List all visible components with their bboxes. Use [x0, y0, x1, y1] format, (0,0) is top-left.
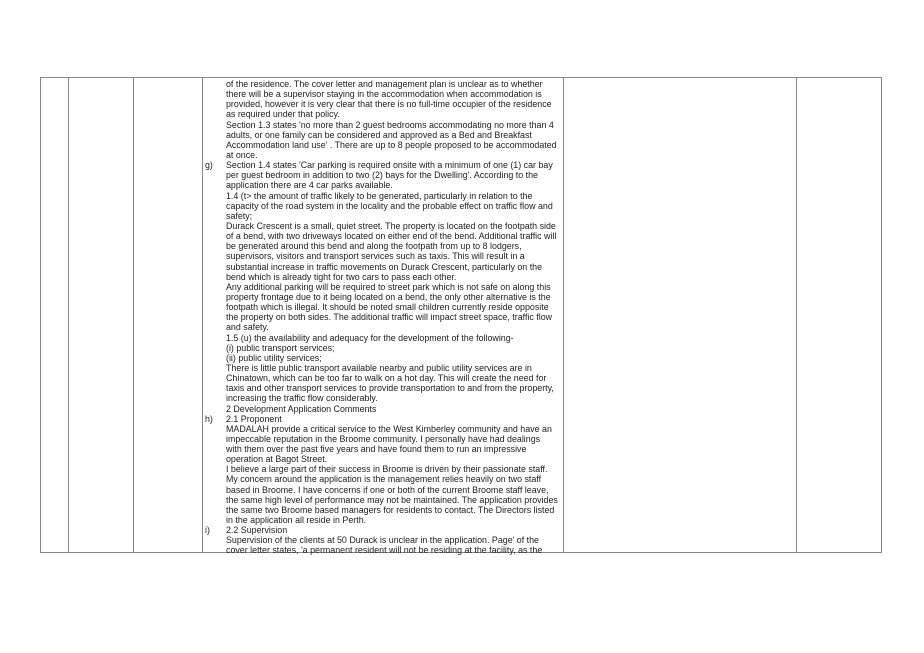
text-line [205, 515, 560, 525]
text-line [205, 545, 560, 555]
line-text: There is little public transport available nearby and public utility services are in [226, 362, 532, 373]
line-text: the same high level of performance may not be maintained. The application provides [226, 494, 558, 505]
line-text: operation at Bagot Street. [226, 454, 328, 465]
text-line [205, 150, 560, 160]
column-divider [202, 78, 203, 552]
text-line [205, 373, 560, 383]
text-line [205, 444, 560, 454]
text-line [205, 292, 560, 302]
line-text: (ii) public utility services; [226, 352, 322, 363]
line-text: supervisors, visitors and transport services such as taxis. This will result in a [226, 251, 525, 262]
text-line [205, 251, 560, 261]
text-line [205, 343, 560, 353]
line-text: 2 Development Application Comments [226, 403, 377, 414]
line-text: application there are 4 car parks available. [226, 180, 393, 191]
column-divider [68, 78, 69, 552]
line-text: cover letter states, 'a permanent resident will not be residing at the facility, as the [226, 545, 543, 556]
line-text: Chinatown, which can be too far to walk on a hot day. This will create the need for [226, 373, 547, 384]
line-text: property frontage due to it being located on a bend, the only other alternative is the [226, 291, 551, 302]
line-text: adults, or one family can be considered and approved as a Bed and Breakfast [226, 129, 532, 140]
text-line [205, 322, 560, 332]
line-text: increasing the traffic flow considerably. [226, 393, 378, 404]
column-divider [796, 78, 797, 552]
text-line [205, 485, 560, 495]
text-line [205, 109, 560, 119]
text-line [205, 312, 560, 322]
line-text: 2.1 Proponent [226, 413, 282, 424]
line-text: bend which is already tight for two cars to pass each other. [226, 271, 457, 282]
line-text: safety; [226, 210, 253, 221]
text-line [205, 211, 560, 221]
line-text: substantial increase in traffic movements on Durack Crescent, particularly on the [226, 261, 543, 272]
line-text: Durack Crescent is a small, quiet street. The property is located on the footpath side [226, 220, 556, 231]
text-line [205, 383, 560, 393]
text-line [205, 140, 560, 150]
line-text: at once. [226, 149, 258, 160]
text-line [205, 201, 560, 211]
column-divider [563, 78, 564, 552]
text-line [205, 89, 560, 99]
line-text: the property on both sides. The additional traffic will impact street space, traffic flow [226, 312, 553, 323]
item-marker: g) [205, 160, 213, 171]
text-line [205, 363, 560, 373]
line-text: 1.5 (u) the availability and adequacy for the development of the following- [226, 332, 514, 343]
line-text: taxis and other transport services to provide transportation to and from the property, [226, 383, 554, 394]
text-line [205, 535, 560, 545]
line-text: Section 1.3 states 'no more than 2 guest bedrooms accommodating no more than 4 [226, 119, 554, 130]
text-line [205, 393, 560, 403]
line-text: Supervision of the clients at 50 Durack is unclear in the application. Page' of the [226, 535, 539, 546]
line-text: as required under that policy. [226, 109, 340, 120]
line-text: Section 1.4 states 'Car parking is required onsite with a minimum of one (1) car bay [226, 160, 553, 171]
line-text: in the application all reside in Perth. [226, 515, 367, 526]
line-text: Any additional parking will be required to street park which is not safe on along this [226, 281, 551, 292]
line-text: 1.4 (t> the amount of traffic likely to be generated, particularly in relation to the [226, 190, 533, 201]
text-line [205, 191, 560, 201]
text-line [205, 262, 560, 272]
text-line [205, 231, 560, 241]
line-text: I believe a large part of their success in Broome is driven by their passionate staff. [226, 464, 548, 475]
text-line [205, 353, 560, 363]
line-text: be generated around this bend and along the footpath from up to 8 lodgers, [226, 241, 522, 252]
line-text: 2.2 Supervision [226, 525, 288, 536]
text-line [205, 120, 560, 130]
line-text: the same two Broome based managers for residents to contact. The Directors listed [226, 504, 555, 515]
line-text: MADALAH provide a critical service to the West Kimberley community and have an [226, 423, 552, 434]
text-line [205, 160, 560, 170]
line-text: Accommodation land use' . There are up to 8 people proposed to be accommodated [226, 139, 557, 150]
line-text: footpath which is illegal. It should be noted small children currently reside opposite [226, 302, 549, 313]
text-line [205, 272, 560, 282]
text-line [205, 221, 560, 231]
line-text: of the residence. The cover letter and management plan is unclear as to whether [226, 79, 543, 89]
text-line [205, 464, 560, 474]
text-line [205, 424, 560, 434]
text-line [205, 79, 560, 89]
text-line [205, 282, 560, 292]
text-line [205, 505, 560, 515]
line-text: there will be a supervisor staying in the accommodation when accommodation is [226, 89, 542, 100]
line-text: and safety. [226, 322, 269, 333]
line-text: impeccable reputation in the Broome community. I personally have had dealings [226, 433, 541, 444]
item-marker: i) [205, 525, 210, 536]
line-text: capacity of the road system in the locality and the probable effect on traffic flow and [226, 200, 553, 211]
column-divider [133, 78, 134, 552]
text-line [205, 525, 560, 535]
line-text: with them over the past five years and have found them to run an impressive [226, 444, 527, 455]
text-line [205, 99, 560, 109]
text-line [205, 302, 560, 312]
comment-cell-text [205, 79, 560, 556]
text-line [205, 454, 560, 464]
text-line [205, 474, 560, 484]
text-line [205, 241, 560, 251]
item-marker: h) [205, 413, 213, 424]
text-line [205, 180, 560, 190]
text-line [205, 404, 560, 414]
text-line [205, 170, 560, 180]
text-line [205, 414, 560, 424]
text-line [205, 333, 560, 343]
line-text: provided, however it is very clear that there is no full-time occupier of the residence [226, 99, 552, 110]
text-line [205, 434, 560, 444]
text-line [205, 495, 560, 505]
line-text: My concern around the application is the management relies heavily on two staff [226, 474, 542, 485]
line-text: based in Broome. I have concerns if one or both of the current Broome staff leave, [226, 484, 549, 495]
line-text: (i) public transport services; [226, 342, 335, 353]
line-text: of a bend, with two driveways located on either end of the bend. Additional traffic will [226, 231, 557, 242]
text-line [205, 130, 560, 140]
line-text: per guest bedroom in addition to two (2) bays for the Dwelling'. According to the [226, 170, 538, 181]
